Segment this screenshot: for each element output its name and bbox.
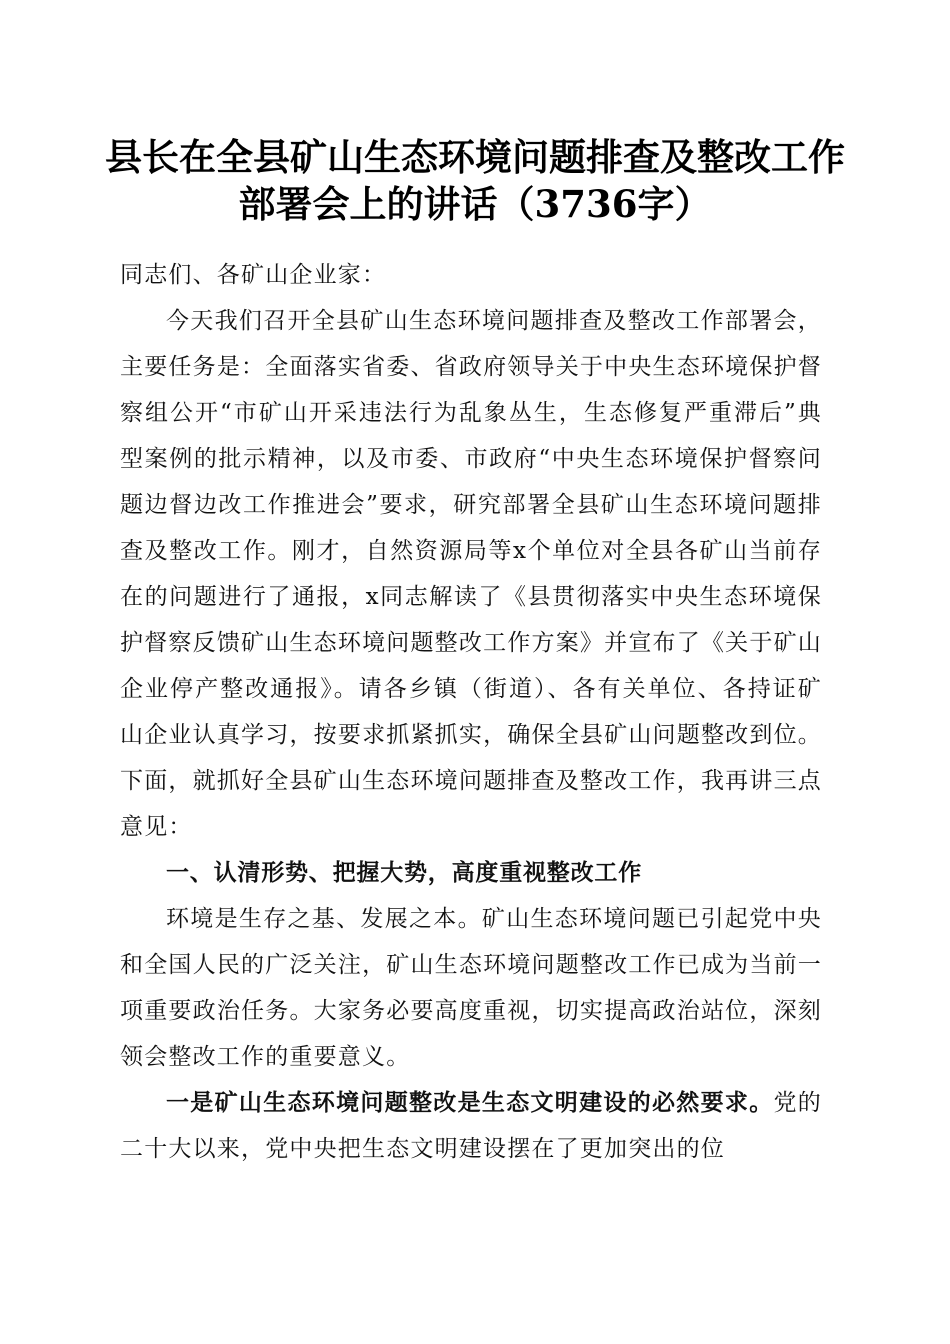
section-heading-1: 一、认清形势、把握大势，高度重视整改工作	[166, 860, 642, 886]
greeting: 同志们、各矿山企业家：	[120, 262, 387, 288]
paragraph-environment: 环境是生存之基、发展之本。矿山生态环境问题已引起党中央和全国人民的广泛关注，矿山生态环境问题整改工作已成为当前一项重要政治任务。大家务必要高度重视，切实提高政治站位，深刻领会整改工作的重要意义。	[120, 906, 822, 1070]
title-line-2: 部署会上的讲话（3736字）	[238, 182, 712, 226]
paragraph-point-1	[120, 1080, 822, 1172]
paragraph-intro: 今天我们召开全县矿山生态环境问题排查及整改工作部署会，主要任务是：全面落实省委、省政府领导关于中央生态环境保护督察组公开“市矿山开采违法行为乱象丛生，生态修复严重滞后”典型案例的批示精神，以及市委、市政府“中央生态环境保护督察问题边督边改工作推进会”要求，研究部署全县矿山生态环境问题排查及整改工作。刚才，自然资源局等x个单位对全县各矿山当前存在的问题进行了通报，x同志解读了《县贯彻落实中央生态环境保护督察反馈矿山生态环境问题整改工作方案》并宣布了《关于矿山企业停产整改通报》。请各乡镇（街道）、各有关单位、各持证矿山企业认真学习，按要求抓紧抓实，确保全县矿山问题整改到位。下面，就抓好全县矿山生态环境问题排查及整改工作，我再讲三点意见：	[120, 308, 822, 840]
document-title	[100, 134, 850, 228]
point-1-text: 党的二十大以来，党中央把生态文明建设摆在了更加突出的位	[120, 1090, 823, 1162]
document-body	[120, 252, 822, 1172]
title-line-1: 县长在全县矿山生态环境问题排查及整改工作	[105, 135, 845, 179]
point-1-lead: 一是矿山生态环境问题整改是生态文明建设的必然要求。	[166, 1089, 774, 1116]
